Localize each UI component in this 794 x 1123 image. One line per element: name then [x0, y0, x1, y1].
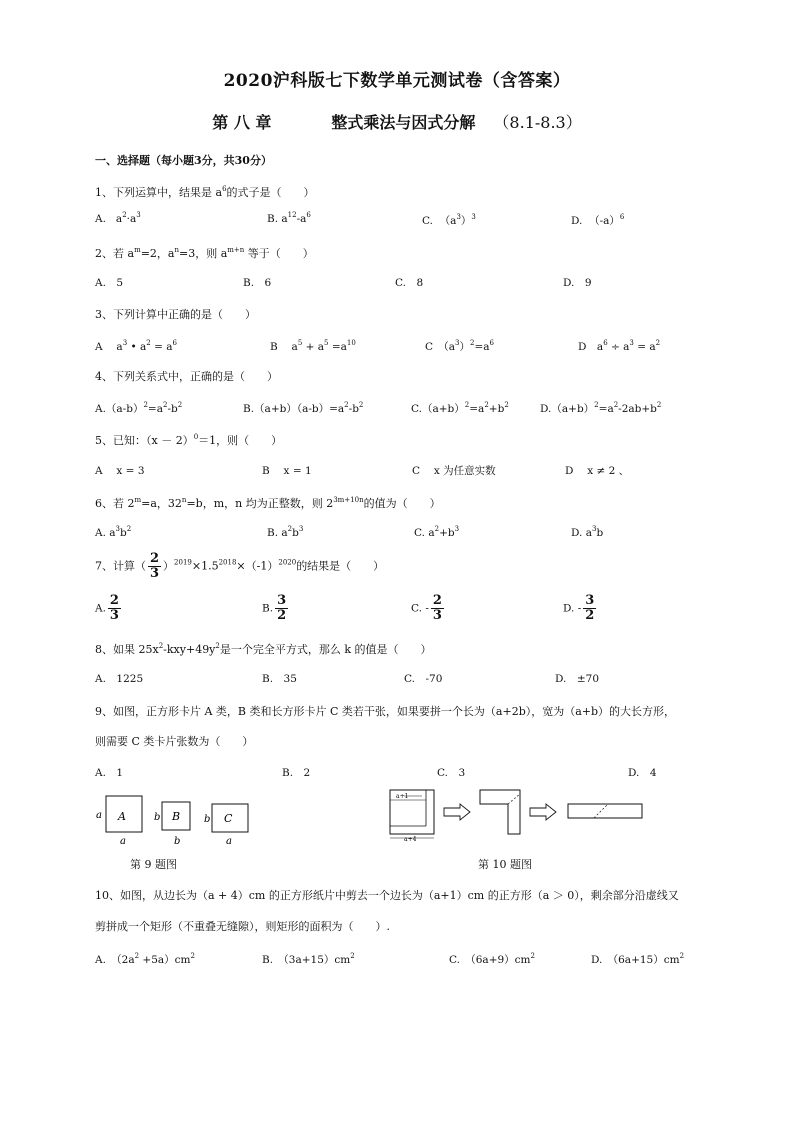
q8-option-b: B. 35 — [262, 673, 297, 685]
section-heading: 一、选择题（每小题3分，共30分） — [95, 154, 272, 167]
question-6-stem: 6、若 $2^m=a$，$32^n=b$，m，n 均为正整数，则 $2^{3m+10n}$的值为（ ） — [95, 496, 441, 510]
question-7-stem: 7、计算（ $\frac{2}{3}$ ）$^{2019}\times 1.5^{2018}\times(-1)^{2020}$的结果是（ ） — [95, 551, 385, 581]
q2-option-a: A. 5 — [95, 277, 124, 289]
arrow-right-icon — [444, 804, 470, 820]
q1-option-b: B. $a^{12}-a^6$ — [267, 211, 311, 225]
q8-option-c: C. -70 — [404, 673, 443, 685]
card-b-side-label: b — [154, 812, 161, 823]
figure-9-cards — [92, 790, 262, 850]
chapter-heading — [0, 110, 794, 133]
q1-option-d: D. $(-a)^6$ — [571, 213, 625, 227]
question-4-stem: 4、下列关系式中，正确的是（ ） — [95, 370, 278, 383]
q7-option-b: B. $\frac{3}{2}$ — [262, 593, 287, 623]
card-c-side-label: b — [204, 814, 211, 825]
q1-option-c: C. $(a^3)^3$ — [422, 213, 476, 227]
chapter-number: 第 八 章 — [212, 113, 272, 132]
fraction-2-3: $\frac{2}{3}$ — [150, 551, 160, 581]
q6-option-c: C. $a^2+b^3$ — [414, 525, 460, 539]
q4-option-d: $D.(a+b)^2=a^2-2ab+b^2$ — [540, 401, 662, 415]
card-c-label: C — [224, 812, 233, 825]
q6-option-b: B. $a^2b^3$ — [267, 525, 304, 539]
q9-option-c: C. 3 — [437, 767, 466, 779]
q2-option-c: C. 8 — [395, 277, 424, 289]
question-3-stem: 3、下列计算中正确的是（ ） — [95, 308, 256, 321]
q2-option-d: D. 9 — [563, 277, 592, 289]
label-a-plus-4: a+4 — [404, 836, 417, 843]
question-1-stem: 1、下列运算中，结果是 $a^6$的式子是（ ） — [95, 185, 315, 199]
q10-option-c: C. $(6a+9)cm^2$ — [449, 952, 535, 966]
question-10-line2: 剪拼成一个矩形（不重叠无缝隙），则矩形的面积为（ ）. — [95, 920, 390, 933]
q9-option-a: A. 1 — [95, 767, 124, 779]
card-c-bottom-label: a — [226, 836, 232, 847]
q9-option-d: D. 4 — [628, 767, 657, 779]
question-10-line1: 10、如图，从边长为（a + 4）cm 的正方形纸片中剪去一个边长为（a+1）cm 的正方形（a ＞ 0），剩余部分沿虚线又 — [95, 889, 679, 902]
q2-option-b: B. 6 — [243, 277, 272, 289]
result-rectangle — [568, 804, 642, 818]
q5-option-a: A x = 3 — [95, 465, 145, 477]
q5-option-c: C x 为任意实数 — [412, 465, 496, 477]
q8-option-a: A. 1225 — [95, 673, 144, 685]
q10-option-d: D. $(6a+15)cm^2$ — [591, 952, 685, 966]
question-9-line1: 9、如图，正方形卡片 A 类，B 类和长方形卡片 C 类若干张，如果要拼一个长为（a+2b），宽为（a+b）的大长方形， — [95, 705, 676, 718]
q8-option-d: D. ±70 — [555, 673, 600, 685]
question-5-stem: 5、已知：$(x - 2)^0=1$，则（ ） — [95, 433, 283, 447]
q9-option-b: B. 2 — [282, 767, 311, 779]
q4-option-b: $B.(a+b)(a-b)=a^2-b^2$ — [243, 401, 364, 415]
l-shape — [480, 790, 520, 834]
card-b-bottom-label: b — [174, 836, 181, 847]
figure-9-caption: 第 9 题图 — [130, 858, 177, 871]
q3-option-c: C $(a^3)^2=a^6$ — [425, 339, 495, 353]
q3-option-b: B $a^5 + a^5 =a^{10}$ — [270, 339, 356, 353]
q6-option-a: A. $a^3b^2$ — [95, 525, 132, 539]
q1-option-a: A. $a^2\cdot a^3$ — [95, 211, 141, 225]
q10-option-b: B. $(3a+15)cm^2$ — [262, 952, 355, 966]
q3-option-a: A $a^3$ • $a^2 = a^6$ — [95, 339, 177, 353]
question-8-stem: 8、如果 $25x^2-kxy+49y^2$是一个完全平方式，那么 k 的值是（ ） — [95, 642, 432, 656]
card-a-side-label: a — [96, 810, 102, 821]
figure-10-caption: 第 10 题图 — [478, 858, 532, 871]
card-a-bottom-label: a — [120, 836, 126, 847]
question-2-stem: 2、若 $a^m=2$，$a^n=3$，则 $a^{m+n}$ 等于（ ） — [95, 246, 314, 260]
card-a-label: A — [118, 810, 126, 823]
question-9-line2: 则需要 C 类卡片张数为（ ） — [95, 735, 254, 748]
figure-10-diagram — [384, 786, 648, 850]
q5-option-b: B x = 1 — [262, 465, 312, 477]
q7-option-a: A. $\frac{2}{3}$ — [95, 593, 119, 623]
label-a-plus-1: a+1 — [396, 793, 409, 800]
card-b-label: B — [172, 810, 181, 823]
exam-title: 2020沪科版七下数学单元测试卷（含答案） — [223, 71, 571, 91]
chapter-title: 整式乘法与因式分解 — [331, 113, 476, 132]
chapter-range: （8.1-8.3） — [493, 113, 582, 132]
q7-option-d: D. - $\frac{3}{2}$ — [563, 593, 595, 623]
arrow-right-icon — [530, 804, 556, 820]
q4-option-c: $C.(a+b)^2=a^2+b^2$ — [411, 401, 509, 415]
q10-option-a: A. $(2a^2 +5a)cm^2$ — [95, 952, 195, 966]
q4-option-a: $A.(a-b)^2=a^2-b^2$ — [95, 401, 183, 415]
q7-option-c: C. - $\frac{2}{3}$ — [411, 593, 442, 623]
q3-option-d: D $a^6 \div a^3 = a^2$ — [578, 339, 661, 353]
q6-option-d: D. $a^3b$ — [571, 525, 604, 539]
q5-option-d: D x ≠ 2 、 — [565, 465, 630, 477]
